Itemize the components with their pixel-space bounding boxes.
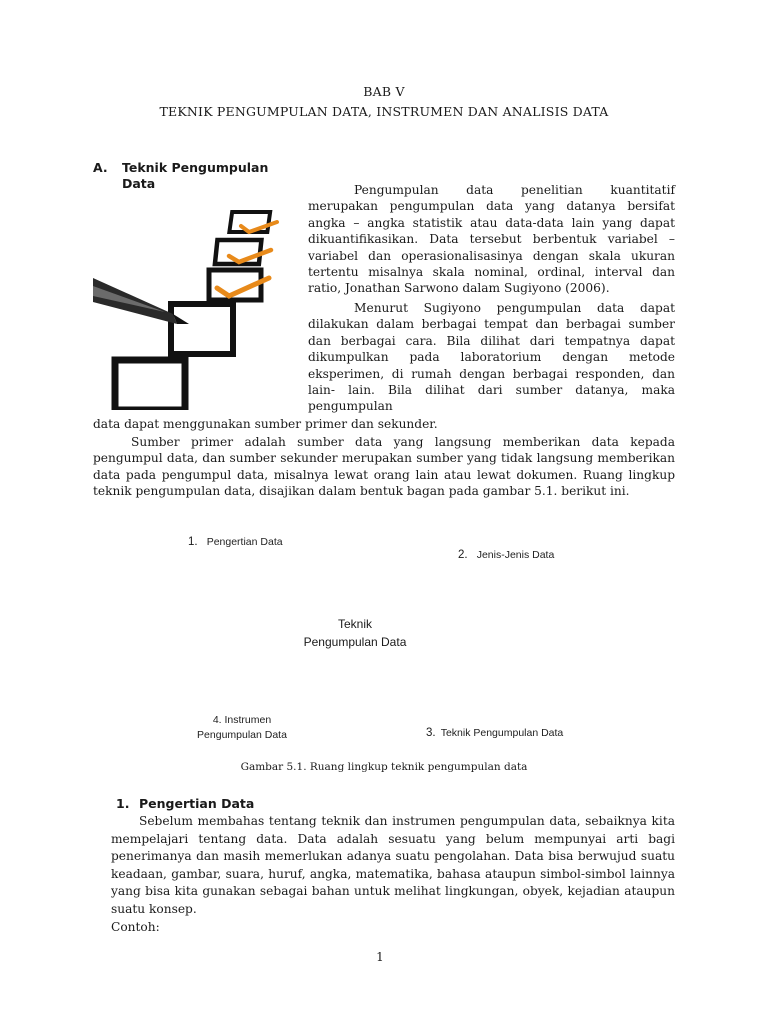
diagram-node-4 bbox=[172, 713, 312, 743]
intro-paragraph-3: Sumber primer adalah sumber data yang langsung memberikan data kepada pengumpul data, dan sumber sekunder merupakan sumber yang tidak langsung memberikan data pada pengumpul data, misalnya lewat orang lain atau lewat dokumen. Ruang lingkup teknik pengumpulan data, disajikan dalam bentuk bagan pada gambar 5.1. berikut ini. bbox=[93, 435, 675, 499]
checklist-illustration bbox=[93, 206, 299, 410]
section-a-title-line1: Teknik Pengumpulan bbox=[122, 160, 269, 175]
chapter-label: BAB V bbox=[363, 84, 405, 99]
section-1-title: Pengertian Data bbox=[139, 796, 255, 811]
diagram-node-1 bbox=[188, 530, 283, 549]
node-3-label: Teknik Pengumpulan Data bbox=[440, 727, 564, 739]
diagram-center-node bbox=[280, 615, 430, 651]
section-a-label: A. bbox=[93, 160, 108, 175]
intro-paragraph-1: Pengumpulan data penelitian kuantitatif merupakan pengumpulan data yang datanya bersifat angka – angka statistik atau data-data lain yang dapat dikuantifikasikan. Data tersebut berbentuk variabel – variabel dan operasionalisasinya dengan skala ukuran tertentu misalnya skala nominal, ordinal, interval dan ratio, Jonathan Sarwono dalam Sugiyono (2006). bbox=[308, 183, 675, 296]
section-1-label: 1. bbox=[116, 796, 130, 811]
checklist-icon bbox=[93, 206, 299, 410]
chapter-title: TEKNIK PENGUMPULAN DATA, INSTRUMEN DAN ANALISIS DATA bbox=[159, 104, 609, 119]
node-1-label: Pengertian Data bbox=[206, 536, 283, 548]
intro-paragraph-2-continued: data dapat menggunakan sumber primer dan sekunder. bbox=[93, 417, 438, 431]
contoh-label: Contoh: bbox=[111, 920, 160, 934]
center-node-line2: Pengumpulan Data bbox=[303, 635, 407, 649]
center-node-line1: Teknik bbox=[337, 617, 372, 631]
node-1-number: 1. bbox=[188, 536, 198, 548]
figure-caption: Gambar 5.1. Ruang lingkup teknik pengumpulan data bbox=[240, 761, 528, 773]
diagram-node-3 bbox=[426, 721, 563, 740]
diagram-node-2 bbox=[458, 543, 554, 562]
section-a-title-line2: Data bbox=[122, 176, 156, 191]
node-2-label: Jenis-Jenis Data bbox=[476, 549, 555, 561]
intro-paragraph-2: Menurut Sugiyono pengumpulan data dapat dilakukan dalam berbagai tempat dan berbagai sumber dan berbagai cara. Bila dilihat dari tempatnya dapat dikumpulkan pada laboratorium dengan metode eksperimen, di rumah dengan berbagai responden, dan lain- lain. Bila dilihat dari sumber datanya, maka pengumpulan bbox=[308, 301, 675, 414]
node-2-number: 2. bbox=[458, 549, 468, 561]
node-3-number: 3. bbox=[426, 727, 436, 739]
page-number: 1 bbox=[376, 950, 384, 964]
section-1-body: Sebelum membahas tentang teknik dan instrumen pengumpulan data, sebaiknya kita mempelajari tentang data. Data adalah sesuatu yang belum mempunyai arti bagi penerimanya dan masih memerlukan adanya suatu pengolahan. Data bisa berwujud suatu keadaan, gambar, suara, huruf, angka, matematika, bahasa ataupun simbol-simbol lainnya yang bisa kita gunakan sebagai bahan untuk melihat lingkungan, obyek, kejadian ataupun suatu konsep. bbox=[111, 814, 675, 916]
node-4-line2: Pengumpulan Data bbox=[197, 729, 287, 741]
node-4-line1: 4. Instrumen bbox=[212, 714, 272, 726]
